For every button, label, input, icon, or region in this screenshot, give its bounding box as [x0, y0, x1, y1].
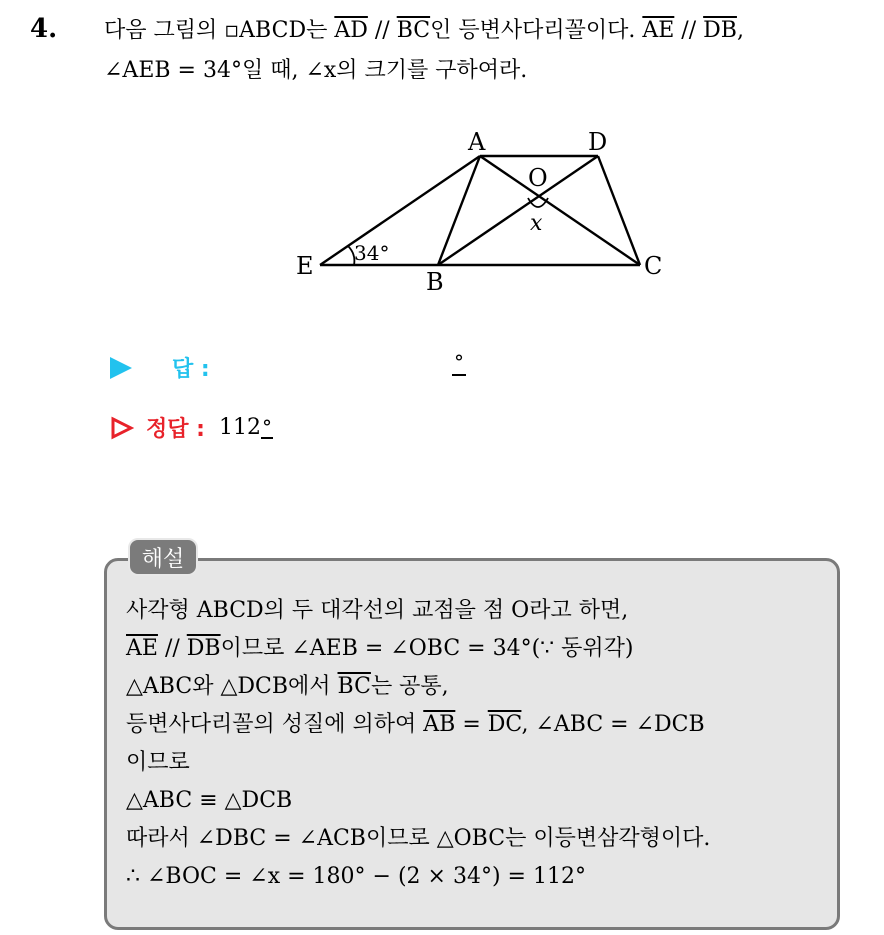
answer-unit: °: [454, 350, 464, 374]
label-x: x: [530, 211, 543, 236]
segment-bd-line: [438, 156, 598, 265]
question-line-2: ∠AEB = 34°일 때, ∠x의 크기를 구하여라.: [104, 58, 528, 83]
question-number: 4.: [30, 14, 58, 44]
solution-line-4: [126, 710, 705, 740]
solution-line-3: [126, 672, 449, 702]
solution-text: 등변사다리꼴의 성질에 의하여: [126, 712, 424, 737]
segment-ac-line: [480, 156, 640, 265]
parallel-symbol: //: [674, 18, 704, 43]
play-icon: [110, 357, 132, 379]
label-d: D: [588, 128, 608, 156]
correct-answer-label: 정답 :: [146, 417, 205, 442]
solution-line-6: △ABC ≡ △DCB: [126, 788, 293, 813]
segment-ad: $\overline{AD}$: [334, 18, 368, 43]
segment-db: $\overline{DB}$: [186, 636, 221, 661]
correct-answer-row: [110, 412, 273, 443]
solution-text: , ∠ABC = ∠DCB: [521, 712, 705, 737]
solution-line-7: 따라서 ∠DBC = ∠ACB이므로 △OBC는 이등변삼각형이다.: [126, 826, 711, 851]
answer-row: [110, 352, 210, 383]
question-text: 다음 그림의 ▫ABCD는: [104, 18, 335, 43]
correct-answer-value: 112: [218, 415, 261, 440]
segment-bc: $\overline{BC}$: [396, 18, 431, 43]
parallel-symbol: //: [157, 636, 187, 661]
label-b: B: [426, 268, 444, 296]
label-o: O: [528, 164, 548, 192]
segment-db: $\overline{DB}$: [703, 18, 737, 43]
segment-dc-line: [598, 156, 640, 265]
segment-ae: $\overline{AE}$: [642, 18, 675, 43]
solution-line-1: 사각형 ABCD의 두 대각선의 교점을 점 O라고 하면,: [126, 598, 629, 623]
correct-answer-unit: °: [261, 414, 272, 439]
answer-label: 답 :: [172, 357, 210, 382]
solution-text: 이므로 ∠AEB = ∠OBC = 34°(∵ 동위각): [220, 636, 634, 661]
solution-line-5: 이므로: [126, 750, 190, 775]
segment-bc: $\overline{BC}$: [337, 674, 371, 699]
parallel-symbol: //: [367, 18, 397, 43]
segment-ab-line: [438, 156, 480, 265]
solution-line-8: ∴ ∠BOC = ∠x = 180° − (2 × 34°) = 112°: [126, 864, 586, 889]
solution-text: 는 공통,: [370, 674, 449, 699]
equals-symbol: =: [455, 712, 488, 737]
angle-34-label: 34°: [354, 241, 390, 265]
label-c: C: [644, 252, 663, 280]
segment-ab: $\overline{AB}$: [423, 712, 456, 737]
question-text: 인 등변사다리꼴이다.: [430, 18, 643, 43]
answer-blank[interactable]: [452, 350, 466, 376]
outline-triangle-icon: [110, 416, 134, 440]
solution-line-2: [126, 634, 634, 664]
segment-ea-line: [320, 156, 480, 265]
solution-tab: 해설: [128, 538, 198, 576]
segment-dc: $\overline{DC}$: [487, 712, 522, 737]
trapezoid-figure: [280, 120, 700, 300]
question-line-1: [104, 16, 744, 46]
question-text: ,: [736, 18, 744, 43]
label-e: E: [296, 252, 314, 280]
label-a: A: [468, 128, 486, 156]
segment-ae: $\overline{AE}$: [126, 636, 158, 661]
solution-text: △ABC와 △DCB에서: [126, 674, 338, 699]
